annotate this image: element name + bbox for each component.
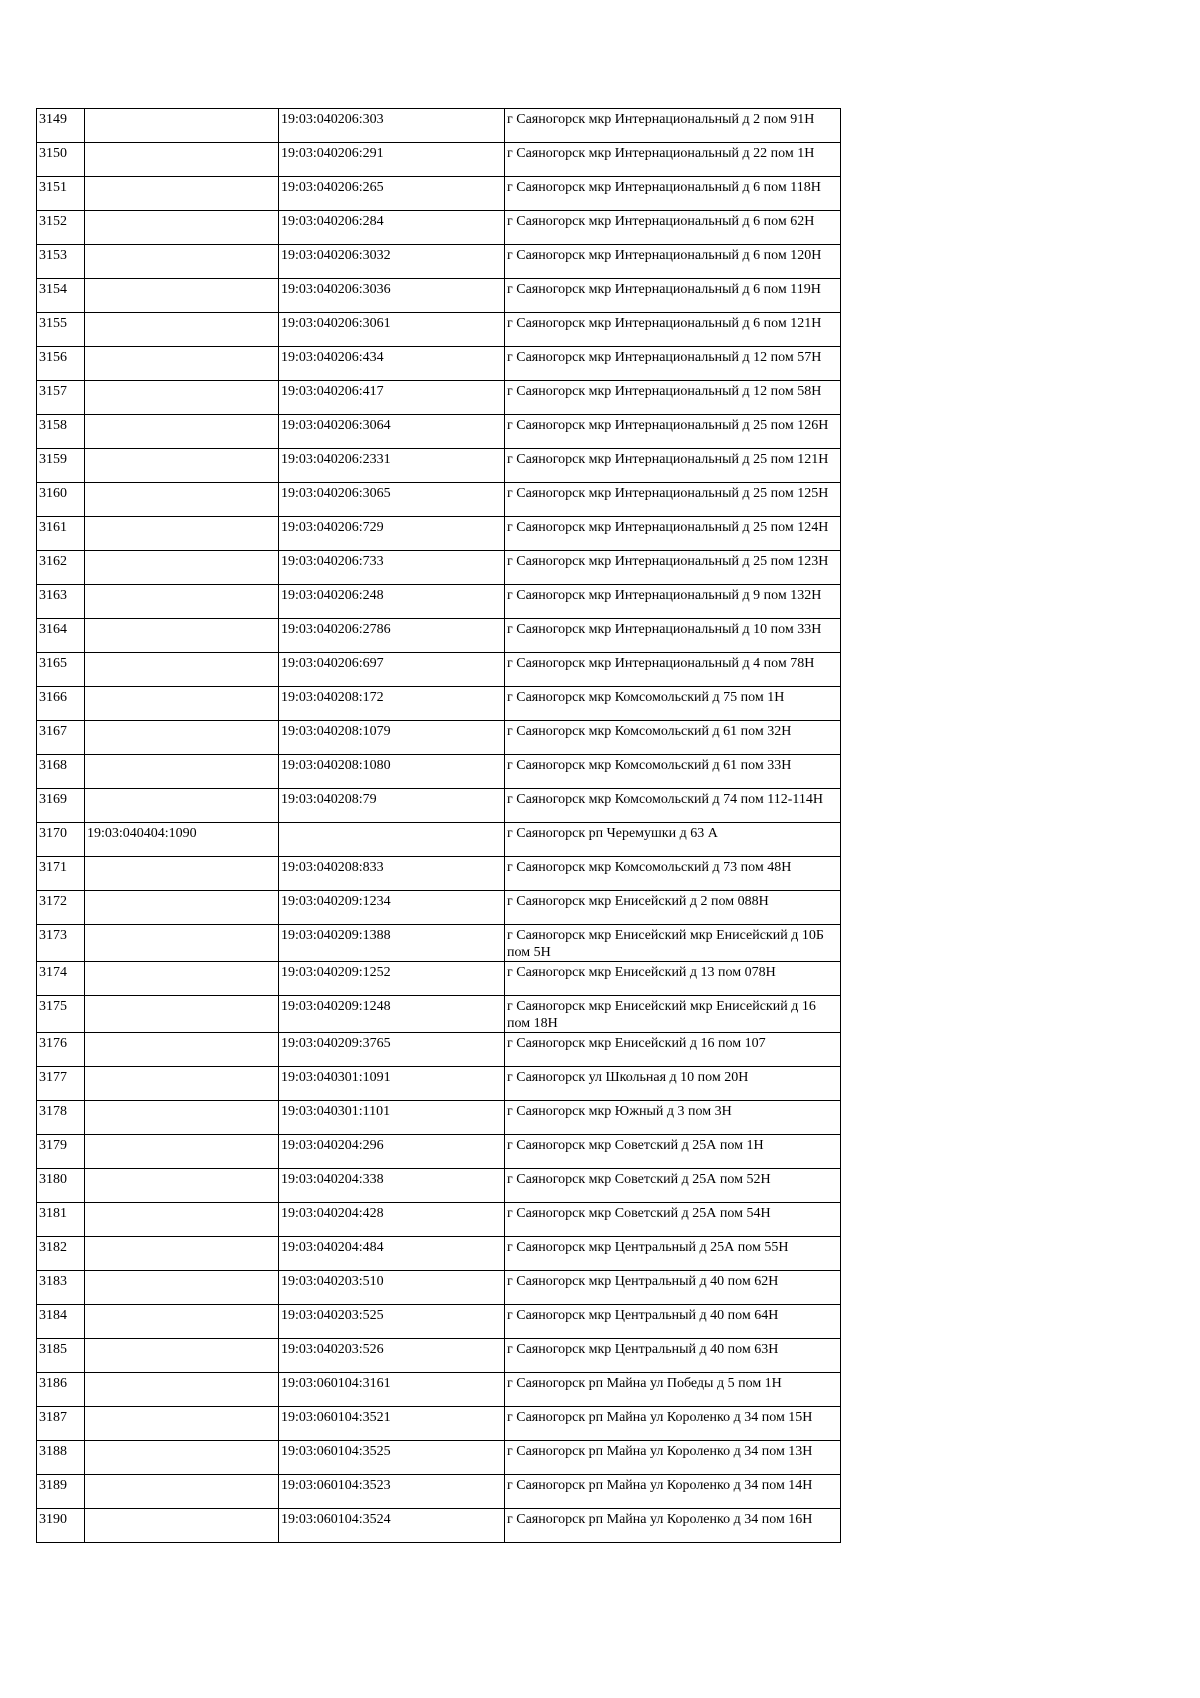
address-cell: г Саяногорск мкр Енисейский мкр Енисейский д 10Б пом 5Н <box>505 925 841 962</box>
row-number-cell: 3171 <box>37 857 85 891</box>
row-number-cell: 3162 <box>37 551 85 585</box>
room-cadastral-number-cell: 19:03:040203:510 <box>279 1271 505 1305</box>
address-cell: г Саяногорск мкр Интернациональный д 25 пом 124Н <box>505 517 841 551</box>
address-cell: г Саяногорск мкр Енисейский д 2 пом 088Н <box>505 891 841 925</box>
building-cadastral-number-cell <box>85 1169 279 1203</box>
row-number-cell: 3182 <box>37 1237 85 1271</box>
building-cadastral-number-cell <box>85 1441 279 1475</box>
building-cadastral-number-cell <box>85 1339 279 1373</box>
row-number-cell: 3163 <box>37 585 85 619</box>
address-cell: г Саяногорск мкр Южный д 3 пом 3Н <box>505 1101 841 1135</box>
building-cadastral-number-cell <box>85 653 279 687</box>
table-row <box>37 1033 841 1067</box>
building-cadastral-number-cell <box>85 449 279 483</box>
room-cadastral-number-cell: 19:03:040206:3065 <box>279 483 505 517</box>
room-cadastral-number-cell: 19:03:040209:1248 <box>279 996 505 1033</box>
address-cell: г Саяногорск мкр Интернациональный д 6 пом 120Н <box>505 245 841 279</box>
room-cadastral-number-cell: 19:03:040206:265 <box>279 177 505 211</box>
row-number-cell: 3150 <box>37 143 85 177</box>
row-number-cell: 3156 <box>37 347 85 381</box>
room-cadastral-number-cell: 19:03:040209:1234 <box>279 891 505 925</box>
row-number-cell: 3179 <box>37 1135 85 1169</box>
table-row <box>37 279 841 313</box>
row-number-cell: 3154 <box>37 279 85 313</box>
building-cadastral-number-cell <box>85 1271 279 1305</box>
room-cadastral-number-cell: 19:03:040208:1079 <box>279 721 505 755</box>
room-cadastral-number-cell: 19:03:040204:428 <box>279 1203 505 1237</box>
address-cell: г Саяногорск мкр Интернациональный д 25 пом 121Н <box>505 449 841 483</box>
room-cadastral-number-cell: 19:03:040206:248 <box>279 585 505 619</box>
row-number-cell: 3161 <box>37 517 85 551</box>
building-cadastral-number-cell <box>85 687 279 721</box>
table-row <box>37 857 841 891</box>
building-cadastral-number-cell <box>85 1373 279 1407</box>
table-row <box>37 1271 841 1305</box>
address-cell: г Саяногорск мкр Советский д 25А пом 52Н <box>505 1169 841 1203</box>
table-row <box>37 449 841 483</box>
row-number-cell: 3167 <box>37 721 85 755</box>
building-cadastral-number-cell <box>85 996 279 1033</box>
address-cell: г Саяногорск мкр Енисейский мкр Енисейский д 16 пом 18Н <box>505 996 841 1033</box>
building-cadastral-number-cell <box>85 1305 279 1339</box>
room-cadastral-number-cell: 19:03:040208:79 <box>279 789 505 823</box>
address-cell: г Саяногорск мкр Интернациональный д 12 пом 57Н <box>505 347 841 381</box>
row-number-cell: 3172 <box>37 891 85 925</box>
building-cadastral-number-cell <box>85 1237 279 1271</box>
room-cadastral-number-cell: 19:03:040206:733 <box>279 551 505 585</box>
table-row <box>37 1339 841 1373</box>
table-row <box>37 962 841 996</box>
room-cadastral-number-cell: 19:03:040203:525 <box>279 1305 505 1339</box>
table-row <box>37 1441 841 1475</box>
row-number-cell: 3178 <box>37 1101 85 1135</box>
table-row <box>37 313 841 347</box>
room-cadastral-number-cell: 19:03:040206:417 <box>279 381 505 415</box>
row-number-cell: 3173 <box>37 925 85 962</box>
building-cadastral-number-cell <box>85 1475 279 1509</box>
address-cell: г Саяногорск мкр Центральный д 40 пом 64Н <box>505 1305 841 1339</box>
room-cadastral-number-cell: 19:03:040208:1080 <box>279 755 505 789</box>
room-cadastral-number-cell: 19:03:040206:303 <box>279 109 505 143</box>
room-cadastral-number-cell: 19:03:040206:3061 <box>279 313 505 347</box>
row-number-cell: 3176 <box>37 1033 85 1067</box>
building-cadastral-number-cell: 19:03:040404:1090 <box>85 823 279 857</box>
table-row <box>37 925 841 962</box>
address-cell: г Саяногорск рп Майна ул Короленко д 34 пом 15Н <box>505 1407 841 1441</box>
address-cell: г Саяногорск мкр Интернациональный д 25 пом 125Н <box>505 483 841 517</box>
building-cadastral-number-cell <box>85 143 279 177</box>
table-row <box>37 1237 841 1271</box>
building-cadastral-number-cell <box>85 279 279 313</box>
room-cadastral-number-cell: 19:03:040206:729 <box>279 517 505 551</box>
row-number-cell: 3149 <box>37 109 85 143</box>
address-cell: г Саяногорск мкр Интернациональный д 6 пом 62Н <box>505 211 841 245</box>
table-row <box>37 687 841 721</box>
room-cadastral-number-cell: 19:03:040203:526 <box>279 1339 505 1373</box>
room-cadastral-number-cell: 19:03:040206:2786 <box>279 619 505 653</box>
building-cadastral-number-cell <box>85 245 279 279</box>
address-cell: г Саяногорск рп Майна ул Короленко д 34 пом 14Н <box>505 1475 841 1509</box>
property-registry-table <box>36 108 841 1543</box>
table-row <box>37 381 841 415</box>
table-row <box>37 415 841 449</box>
row-number-cell: 3180 <box>37 1169 85 1203</box>
address-cell: г Саяногорск рп Майна ул Короленко д 34 пом 13Н <box>505 1441 841 1475</box>
table-row <box>37 143 841 177</box>
building-cadastral-number-cell <box>85 211 279 245</box>
building-cadastral-number-cell <box>85 891 279 925</box>
table-row <box>37 1067 841 1101</box>
building-cadastral-number-cell <box>85 551 279 585</box>
address-cell: г Саяногорск рп Черемушки д 63 А <box>505 823 841 857</box>
table-row <box>37 517 841 551</box>
room-cadastral-number-cell: 19:03:040204:296 <box>279 1135 505 1169</box>
table-row <box>37 1101 841 1135</box>
address-cell: г Саяногорск мкр Интернациональный д 25 пом 123Н <box>505 551 841 585</box>
building-cadastral-number-cell <box>85 483 279 517</box>
building-cadastral-number-cell <box>85 857 279 891</box>
room-cadastral-number-cell: 19:03:040209:1388 <box>279 925 505 962</box>
row-number-cell: 3164 <box>37 619 85 653</box>
row-number-cell: 3185 <box>37 1339 85 1373</box>
row-number-cell: 3189 <box>37 1475 85 1509</box>
table-row <box>37 996 841 1033</box>
address-cell: г Саяногорск мкр Центральный д 40 пом 62Н <box>505 1271 841 1305</box>
table-row <box>37 245 841 279</box>
building-cadastral-number-cell <box>85 1407 279 1441</box>
row-number-cell: 3174 <box>37 962 85 996</box>
row-number-cell: 3183 <box>37 1271 85 1305</box>
address-cell: г Саяногорск мкр Интернациональный д 4 пом 78Н <box>505 653 841 687</box>
room-cadastral-number-cell: 19:03:040209:1252 <box>279 962 505 996</box>
table-row <box>37 619 841 653</box>
table-row <box>37 483 841 517</box>
row-number-cell: 3168 <box>37 755 85 789</box>
row-number-cell: 3169 <box>37 789 85 823</box>
room-cadastral-number-cell: 19:03:060104:3524 <box>279 1509 505 1543</box>
row-number-cell: 3151 <box>37 177 85 211</box>
room-cadastral-number-cell: 19:03:040301:1101 <box>279 1101 505 1135</box>
row-number-cell: 3188 <box>37 1441 85 1475</box>
table-row <box>37 1407 841 1441</box>
row-number-cell: 3165 <box>37 653 85 687</box>
row-number-cell: 3190 <box>37 1509 85 1543</box>
table-row <box>37 721 841 755</box>
room-cadastral-number-cell: 19:03:040206:284 <box>279 211 505 245</box>
building-cadastral-number-cell <box>85 1067 279 1101</box>
row-number-cell: 3166 <box>37 687 85 721</box>
building-cadastral-number-cell <box>85 1509 279 1543</box>
row-number-cell: 3158 <box>37 415 85 449</box>
building-cadastral-number-cell <box>85 755 279 789</box>
room-cadastral-number-cell: 19:03:060104:3161 <box>279 1373 505 1407</box>
building-cadastral-number-cell <box>85 1033 279 1067</box>
room-cadastral-number-cell: 19:03:040206:3064 <box>279 415 505 449</box>
address-cell: г Саяногорск мкр Интернациональный д 6 пом 119Н <box>505 279 841 313</box>
room-cadastral-number-cell: 19:03:040301:1091 <box>279 1067 505 1101</box>
row-number-cell: 3160 <box>37 483 85 517</box>
row-number-cell: 3157 <box>37 381 85 415</box>
table-row <box>37 1373 841 1407</box>
address-cell: г Саяногорск мкр Интернациональный д 12 пом 58Н <box>505 381 841 415</box>
address-cell: г Саяногорск рп Майна ул Короленко д 34 пом 16Н <box>505 1509 841 1543</box>
building-cadastral-number-cell <box>85 347 279 381</box>
table-row <box>37 109 841 143</box>
room-cadastral-number-cell: 19:03:040206:291 <box>279 143 505 177</box>
row-number-cell: 3187 <box>37 1407 85 1441</box>
building-cadastral-number-cell <box>85 789 279 823</box>
address-cell: г Саяногорск мкр Интернациональный д 22 пом 1Н <box>505 143 841 177</box>
address-cell: г Саяногорск мкр Центральный д 40 пом 63Н <box>505 1339 841 1373</box>
room-cadastral-number-cell: 19:03:040208:172 <box>279 687 505 721</box>
table-row <box>37 347 841 381</box>
room-cadastral-number-cell: 19:03:040206:697 <box>279 653 505 687</box>
address-cell: г Саяногорск мкр Советский д 25А пом 54Н <box>505 1203 841 1237</box>
table-row <box>37 1305 841 1339</box>
room-cadastral-number-cell: 19:03:060104:3523 <box>279 1475 505 1509</box>
building-cadastral-number-cell <box>85 619 279 653</box>
row-number-cell: 3152 <box>37 211 85 245</box>
address-cell: г Саяногорск мкр Интернациональный д 6 пом 118Н <box>505 177 841 211</box>
building-cadastral-number-cell <box>85 381 279 415</box>
table-row <box>37 211 841 245</box>
room-cadastral-number-cell: 19:03:040206:2331 <box>279 449 505 483</box>
room-cadastral-number-cell: 19:03:040209:3765 <box>279 1033 505 1067</box>
building-cadastral-number-cell <box>85 177 279 211</box>
address-cell: г Саяногорск мкр Центральный д 25А пом 55Н <box>505 1237 841 1271</box>
row-number-cell: 3159 <box>37 449 85 483</box>
building-cadastral-number-cell <box>85 109 279 143</box>
table-row <box>37 1509 841 1543</box>
room-cadastral-number-cell: 19:03:040206:3032 <box>279 245 505 279</box>
table-row <box>37 789 841 823</box>
table-row <box>37 823 841 857</box>
row-number-cell: 3184 <box>37 1305 85 1339</box>
table-row <box>37 585 841 619</box>
building-cadastral-number-cell <box>85 1135 279 1169</box>
room-cadastral-number-cell: 19:03:040204:484 <box>279 1237 505 1271</box>
table-row <box>37 1475 841 1509</box>
building-cadastral-number-cell <box>85 585 279 619</box>
address-cell: г Саяногорск мкр Советский д 25А пом 1Н <box>505 1135 841 1169</box>
room-cadastral-number-cell: 19:03:060104:3521 <box>279 1407 505 1441</box>
address-cell: г Саяногорск мкр Комсомольский д 61 пом 33Н <box>505 755 841 789</box>
room-cadastral-number-cell: 19:03:040208:833 <box>279 857 505 891</box>
row-number-cell: 3181 <box>37 1203 85 1237</box>
address-cell: г Саяногорск мкр Интернациональный д 25 пом 126Н <box>505 415 841 449</box>
address-cell: г Саяногорск мкр Комсомольский д 75 пом 1Н <box>505 687 841 721</box>
address-cell: г Саяногорск мкр Комсомольский д 73 пом 48Н <box>505 857 841 891</box>
building-cadastral-number-cell <box>85 415 279 449</box>
address-cell: г Саяногорск мкр Комсомольский д 61 пом 32Н <box>505 721 841 755</box>
address-cell: г Саяногорск мкр Енисейский д 13 пом 078Н <box>505 962 841 996</box>
table-row <box>37 653 841 687</box>
table-row <box>37 1135 841 1169</box>
row-number-cell: 3177 <box>37 1067 85 1101</box>
table-row <box>37 891 841 925</box>
building-cadastral-number-cell <box>85 1203 279 1237</box>
table-row <box>37 177 841 211</box>
address-cell: г Саяногорск рп Майна ул Победы д 5 пом 1Н <box>505 1373 841 1407</box>
table-row <box>37 755 841 789</box>
row-number-cell: 3175 <box>37 996 85 1033</box>
building-cadastral-number-cell <box>85 925 279 962</box>
table-row <box>37 1203 841 1237</box>
building-cadastral-number-cell <box>85 517 279 551</box>
address-cell: г Саяногорск мкр Енисейский д 16 пом 107 <box>505 1033 841 1067</box>
building-cadastral-number-cell <box>85 1101 279 1135</box>
address-cell: г Саяногорск мкр Интернациональный д 9 пом 132Н <box>505 585 841 619</box>
table-row <box>37 551 841 585</box>
row-number-cell: 3155 <box>37 313 85 347</box>
building-cadastral-number-cell <box>85 721 279 755</box>
address-cell: г Саяногорск мкр Интернациональный д 6 пом 121Н <box>505 313 841 347</box>
room-cadastral-number-cell <box>279 823 505 857</box>
address-cell: г Саяногорск мкр Интернациональный д 10 пом 33Н <box>505 619 841 653</box>
address-cell: г Саяногорск мкр Комсомольский д 74 пом 112-114Н <box>505 789 841 823</box>
row-number-cell: 3153 <box>37 245 85 279</box>
room-cadastral-number-cell: 19:03:040206:434 <box>279 347 505 381</box>
room-cadastral-number-cell: 19:03:060104:3525 <box>279 1441 505 1475</box>
row-number-cell: 3186 <box>37 1373 85 1407</box>
building-cadastral-number-cell <box>85 962 279 996</box>
registry-body <box>37 109 841 1543</box>
building-cadastral-number-cell <box>85 313 279 347</box>
address-cell: г Саяногорск ул Школьная д 10 пом 20Н <box>505 1067 841 1101</box>
room-cadastral-number-cell: 19:03:040206:3036 <box>279 279 505 313</box>
address-cell: г Саяногорск мкр Интернациональный д 2 пом 91Н <box>505 109 841 143</box>
table-row <box>37 1169 841 1203</box>
row-number-cell: 3170 <box>37 823 85 857</box>
room-cadastral-number-cell: 19:03:040204:338 <box>279 1169 505 1203</box>
